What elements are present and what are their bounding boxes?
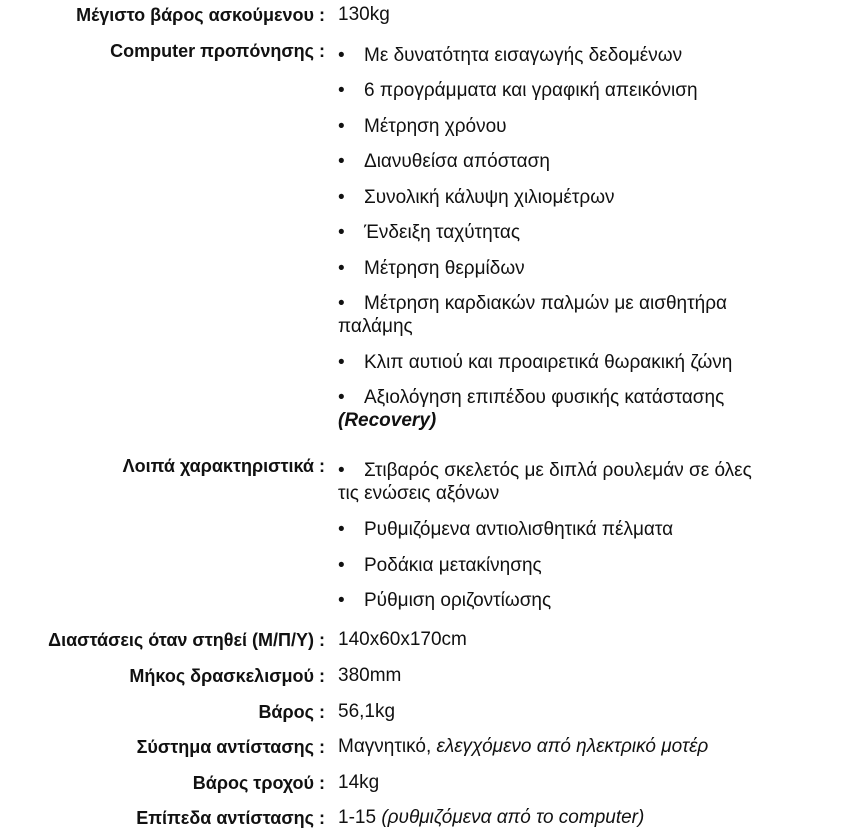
bullet-icon: • (338, 293, 345, 314)
bullet-icon: • (338, 460, 345, 481)
spec-value: 380mm (338, 665, 402, 686)
bullet-icon: • (338, 187, 345, 208)
list-item: • Διανυθείσα απόσταση (338, 151, 550, 172)
bullet-icon: • (338, 352, 345, 373)
bullet-icon: • (338, 80, 345, 101)
spec-label: Μήκος δρασκελισμού : (129, 666, 325, 686)
spec-value: 130kg (338, 4, 390, 25)
list-item: • Μέτρηση θερμίδων (338, 258, 525, 279)
spec-label: Μέγιστο βάρος ασκούμενου : (76, 5, 325, 25)
bullet-icon: • (338, 45, 345, 66)
bullet-icon: • (338, 555, 345, 576)
bullet-icon: • (338, 387, 345, 408)
list-item: • Συνολική κάλυψη χιλιομέτρων (338, 187, 615, 208)
bullet-icon: • (338, 590, 345, 611)
spec-value: 56,1kg (338, 701, 396, 722)
spec-value: 14kg (338, 772, 380, 793)
list-item: • Κλιπ αυτιού και προαιρετικά θωρακική ζώνη (338, 352, 733, 373)
bullet-icon: • (338, 151, 345, 172)
list-item: • Ένδειξη ταχύτητας (338, 222, 521, 243)
spec-value: 1-15 (ρυθμιζόμενα από το computer) (338, 807, 645, 828)
list-item: • Με δυνατότητα εισαγωγής δεδομένων (338, 45, 683, 66)
spec-value: Μαγνητικό, ελεγχόμενο από ηλεκτρικό μοτέρ (338, 736, 709, 757)
spec-label: Βάρος τροχού : (192, 773, 325, 793)
list-item: • Ρυθμιζόμενα αντιολισθητικά πέλματα (338, 519, 674, 540)
list-item: • Αξιολόγηση επιπέδου φυσικής κατάστασης (Recovery) (338, 387, 725, 431)
list-item: • Στιβαρός σκελετός με διπλά ρουλεμάν σε όλες τις ενώσεις αξόνων (338, 460, 752, 504)
spec-label: Διαστάσεις όταν στηθεί (Μ/Π/Υ) : (48, 630, 325, 650)
spec-label: Σύστημα αντίστασης : (136, 737, 325, 757)
list-item: • 6 προγράμματα και γραφική απεικόνιση (338, 80, 698, 101)
spec-label: Computer προπόνησης : (110, 41, 325, 61)
list-item: • Ρύθμιση οριζοντίωσης (338, 590, 552, 611)
list-item: • Μέτρηση χρόνου (338, 116, 507, 137)
spec-label: Βάρος : (258, 702, 325, 722)
list-item: • Μέτρηση καρδιακών παλμών με αισθητήρα παλάμης (338, 293, 727, 337)
bullet-icon: • (338, 222, 345, 243)
bullet-icon: • (338, 116, 345, 137)
bullet-icon: • (338, 519, 345, 540)
spec-value: 140x60x170cm (338, 629, 467, 650)
bullet-icon: • (338, 258, 345, 279)
spec-label: Επίπεδα αντίστασης : (136, 808, 325, 828)
spec-label: Λοιπά χαρακτηριστικά : (122, 456, 325, 476)
list-item: • Ροδάκια μετακίνησης (338, 555, 542, 576)
